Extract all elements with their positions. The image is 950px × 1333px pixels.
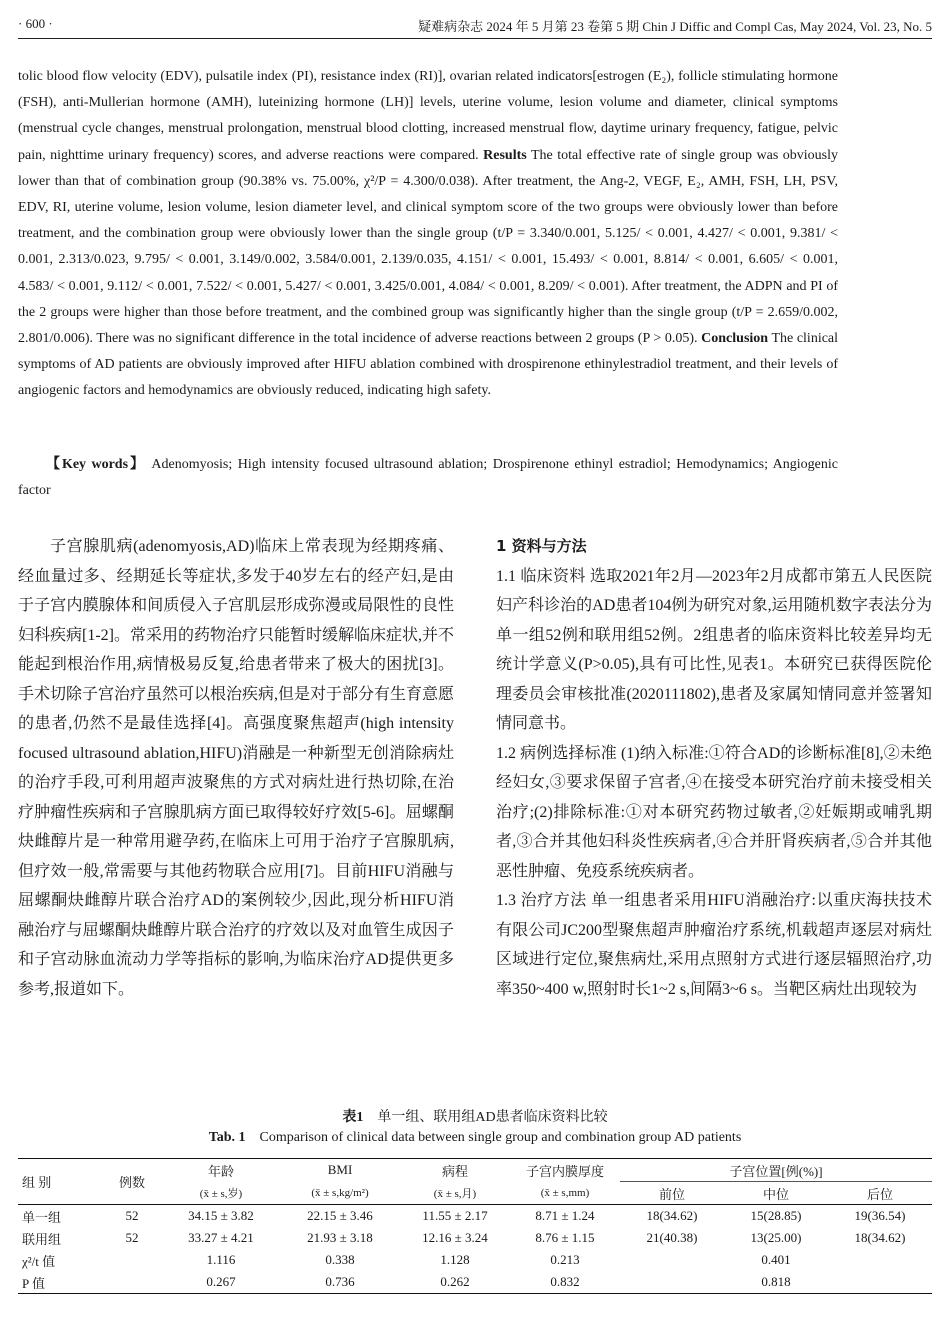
- conclusion-text: The clinical symptoms of AD patients are obviously improved after HIFU ablation combined with drospirenone ethinylestradiol treatment, and their levels of angiogenic factors and hemodynamics are obviously reduced, indicating high safety.: [18, 331, 839, 399]
- table-row: 联用组 52 33.27 ± 4.21 21.93 ± 3.18 12.16 ± 3.24 8.76 ± 1.15 21(40.38) 13(25.00) 18(34.62): [22, 1230, 906, 1247]
- clinical-data-table: 组 别 例数 年龄 BMI 病程 子宫内膜厚度 子宫位置[例(%)] (x̄ ± s,岁) (x̄ ± s,kg/m²) (x̄ ± s,月) (x̄ ± s,mm) 前位 中位 后位 单一组 52 34.15 ± 3.82 22.15 ± 3.46 11.55 ± 2.17 8.71 ± 1.24 18(34.62) 15(28.85) 19(36.54) 联用组 52 33.27 ± 4.21 21.93 ± 3.18 12.16 ± 3.24 8.76 ± 1.15 21(40.38) 13(25.00) 18(34.62) χ²/t 值 1.116 0.338 1.128 0.213 0.401 P 值 0.267 0.736 0.262 0.832 0.818: [18, 1158, 932, 1294]
- table-row: χ²/t 值 1.116 0.338 1.128 0.213 0.401: [22, 1252, 791, 1269]
- methods-heading: 1 资料与方法: [496, 537, 587, 555]
- col-duration: 病程: [400, 1159, 510, 1182]
- results-text: The total effective rate of single group was obviously lower than that of combination group (90.38% vs. 75.00%, χ²/P = 4.300/0.038). After treatment, the Ang-2, VEGF, E₂, AMH, FSH, LH, PSV, EDV, RI, uterine volume, lesion volume, lesion diameter level, and clinical symptom score of the two groups were obviously lower than before treatment, and the combination group were obviously lower than the single group (t/P = 3.340/0.001, 5.125/ < 0.001, 4.427/ < 0.001, 9.381/ < 0.001, 2.313/0.023, 9.795/ < 0.001, 3.149/0.002, 3.584/0.001, 2.139/0.035, 4.151/ < 0.001, 15.493/ < 0.001, 8.814/ < 0.001, 6.605/ < 0.001, 4.583/ < 0.001, 9.112/ < 0.001, 7.522/ < 0.001, 5.427/ < 0.001, 3.425/0.001, 4.084/ < 0.001, 8.209/ < 0.001). After treatment, the ADPN and PI of the 2 groups were higher than those before treatment, and the combined group was significantly higher than the single group (t/P = 2.659/0.002, 2.801/0.006). There was no significant difference in the total incidence of adverse reactions between 2 groups (P > 0.05).: [18, 147, 839, 347]
- journal-info: 疑难病杂志 2024 年 5 月第 23 卷第 5 期 Chin J Diffic and Compl Cas, May 2024, Vol. 23, No. 5: [418, 19, 932, 34]
- page-number: · 600 ·: [18, 16, 53, 31]
- right-column: [496, 532, 932, 1004]
- col-group: 组 别: [18, 1159, 102, 1205]
- conclusion-label: Conclusion: [701, 331, 769, 347]
- table-caption-cn: 表1 单一组、联用组AD患者临床资料比较: [342, 1110, 608, 1125]
- treatment-method-paragraph: 1.3 治疗方法 单一组患者采用HIFU消融治疗:以重庆海扶技术有限公司JC200型聚焦超声肿瘤治疗系统,机载超声逐层对病灶区域进行定位,聚焦病灶,采用点照射方式进行逐层辐照治疗,功率350~400 w,照射时长1~2 s,间隔3~6 s。当靶区病灶出现较为: [496, 892, 932, 998]
- table-row: 单一组 52 34.15 ± 3.82 22.15 ± 3.46 11.55 ± 2.17 8.71 ± 1.24 18(34.62) 15(28.85) 19(36.54): [22, 1208, 906, 1225]
- keywords: [18, 452, 838, 504]
- keywords-label: 【Key words】: [46, 457, 146, 472]
- left-column: [18, 532, 454, 1004]
- col-uterine-position: 子宫位置[例(%)]: [620, 1159, 932, 1182]
- introduction-paragraph: 子宫腺肌病(adenomyosis,AD)临床上常表现为经期疼痛、经血量过多、经期延长等症状,多发于40岁左右的经产妇,是由于子宫内膜腺体和间质侵入子宫肌层形成弥漫或局限性的良性妇科疾病[1-2]。常采用的药物治疗只能暂时缓解临床症状,并不能起到根治作用,病情极易反复,给患者带来了极大的困扰[3]。手术切除子宫治疗虽然可以根治疾病,但是对于部分有生育意愿的患者,仍然不是最佳选择[4]。高强度聚焦超声(high intensity focused ultrasound ablation,HIFU)消融是一种新型无创消除病灶的治疗手段,可利用超声波聚焦的方式对病灶进行热切除,在治疗肿瘤性疾病和子宫腺肌病方面已取得较好疗效[5-6]。屈螺酮炔雌醇片是一种常用避孕药,在临床上可用于治疗子宫腺肌病,但疗效一般,常需要与其他药物联合应用[7]。目前HIFU消融与屈螺酮炔雌醇片联合治疗AD的案例较少,因此,现分析HIFU消融治疗与屈螺酮炔雌醇片联合治疗的疗效以及对血管生成因子和子宫动脉血流动力学等指标的影响,为临床治疗AD提供更多参考,报道如下。: [18, 538, 455, 998]
- col-endometrium: 子宫内膜厚度: [510, 1159, 620, 1182]
- col-age: 年龄: [162, 1159, 280, 1182]
- col-bmi: BMI: [280, 1159, 400, 1182]
- page-header: [18, 14, 932, 39]
- clinical-data-paragraph: 1.1 临床资料 选取2021年2月—2023年2月成都市第五人民医院妇产科诊治的AD患者104例为研究对象,运用随机数字表法分为单一组52例和联用组52例。2组患者的临床资料比较差异均无统计学意义(P>0.05),具有可比性,见表1。本研究已获得医院伦理委员会审核批准(2020111802),患者及家属知情同意并签署知情同意书。: [496, 567, 932, 732]
- table-caption-en: Tab. 1 Comparison of clinical data between single group and combination group AD patients: [208, 1130, 742, 1145]
- col-count: 例数: [102, 1159, 162, 1205]
- keywords-text: Adenomyosis; High intensity focused ultrasound ablation; Drospirenone ethinyl estradiol; Hemodynamics; Angiogenic factor: [18, 457, 838, 499]
- abstract-methods-text: tolic blood flow velocity (EDV), pulsatile index (PI), resistance index (RI)], ovarian related indicators[estrogen (E₂), follicle stimulating hormone (FSH), anti-Mullerian hormone (AMH), luteinizing hormone (LH)] levels, uterine volume, lesion volume and diameter, clinical symptoms (menstrual cycle changes, menstrual prolongation, menstrual blood clotting, increased menstrual flow, daytime urinary frequency, fatigue, pelvic pain, nighttime urinary frequency) scores, and adverse reactions were compared.: [18, 69, 838, 163]
- selection-criteria-paragraph: 1.2 病例选择标准 (1)纳入标准:①符合AD的诊断标准[8],②未绝经妇女,③要求保留子宫者,④在接受本研究治疗前未接受相关治疗;(2)排除标准:①对本研究药物过敏者,②妊娠期或哺乳期者,③合并其他妇科炎性疾病者,④合并肝肾疾病者,⑤合并其他恶性肿瘤、免疫系统疾病者。: [496, 744, 932, 880]
- results-label: Results: [483, 147, 527, 163]
- table-row: P 值 0.267 0.736 0.262 0.832 0.818: [18, 1271, 932, 1294]
- abstract: [18, 64, 838, 405]
